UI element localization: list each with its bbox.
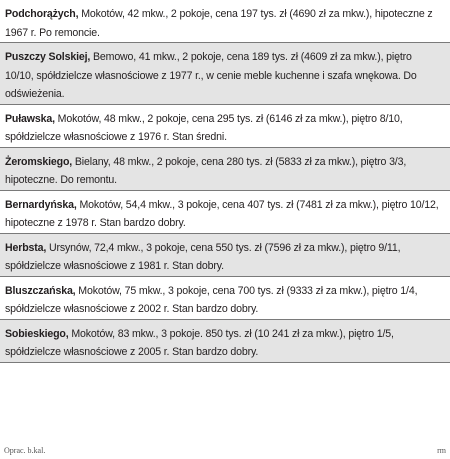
listing-details: Mokotów, 75 mkw., 3 pokoje, cena 700 tys. zł (9333 zł za mkw.), piętro 1/4, spółdzielcze własnościowe z 2002 r. Stan bardzo dobry.: [5, 284, 418, 315]
listing-row: [0, 277, 450, 320]
author-initials: rm: [437, 446, 446, 455]
listing-street: Bernardyńska,: [5, 198, 77, 211]
listing-row: [0, 148, 450, 191]
listing-row: [0, 191, 450, 234]
listing-street: Puławska,: [5, 112, 55, 125]
listing-street: Sobieskiego,: [5, 327, 69, 340]
source-credit: Oprac. b.kal.: [4, 446, 46, 455]
listing-details: Mokotów, 48 mkw., 2 pokoje, cena 295 tys. zł (6146 zł za mkw.), piętro 8/10, spółdzielcze własnościowe z 1976 r. Stan średni.: [5, 112, 403, 143]
listing-details: Ursynów, 72,4 mkw., 3 pokoje, cena 550 tys. zł (7596 zł za mkw.), piętro 9/11, spółdzielcze własnościowe z 1981 r. Stan dobry.: [5, 241, 401, 272]
footer: [0, 446, 450, 459]
listing-details: Bemowo, 41 mkw., 2 pokoje, cena 189 tys. zł (4609 zł za mkw.), piętro 10/10, spółdzielcze własnościowe z 1977 r., w cenie meble kuchenne i szafa wnękowa. Do odświeżenia.: [5, 51, 417, 100]
listing-details: Mokotów, 83 mkw., 3 pokoje. 850 tys. zł (10 241 zł za mkw.), piętro 1/5, spółdzielcze własnościowe z 2005 r. Stan bardzo dobry.: [5, 327, 394, 358]
listing-row: [0, 105, 450, 148]
listing-street: Podchorążych,: [5, 8, 79, 20]
listing-street: Herbsta,: [5, 241, 47, 254]
listing-street: Puszczy Solskiej,: [5, 51, 91, 63]
listing-row: [0, 234, 450, 277]
listing-street: Żeromskiego,: [5, 155, 73, 168]
listing-details: Bielany, 48 mkw., 2 pokoje, cena 280 tys. zł (5833 zł za mkw.), piętro 3/3, hipoteczne. Do remontu.: [5, 155, 407, 186]
listing-details: Mokotów, 42 mkw., 2 pokoje, cena 197 tys. zł (4690 zł za mkw.), hipoteczne z 1967 r. Po remoncie.: [5, 8, 433, 39]
listing-row: [0, 320, 450, 363]
listing-street: Bluszczańska,: [5, 284, 76, 297]
listing-row: [0, 43, 450, 105]
listing-details: Mokotów, 54,4 mkw., 3 pokoje, cena 407 tys. zł (7481 zł za mkw.), piętro 10/12, hipoteczne z 1978 r. Stan bardzo dobry.: [5, 198, 439, 229]
listing-row: [0, 0, 450, 43]
